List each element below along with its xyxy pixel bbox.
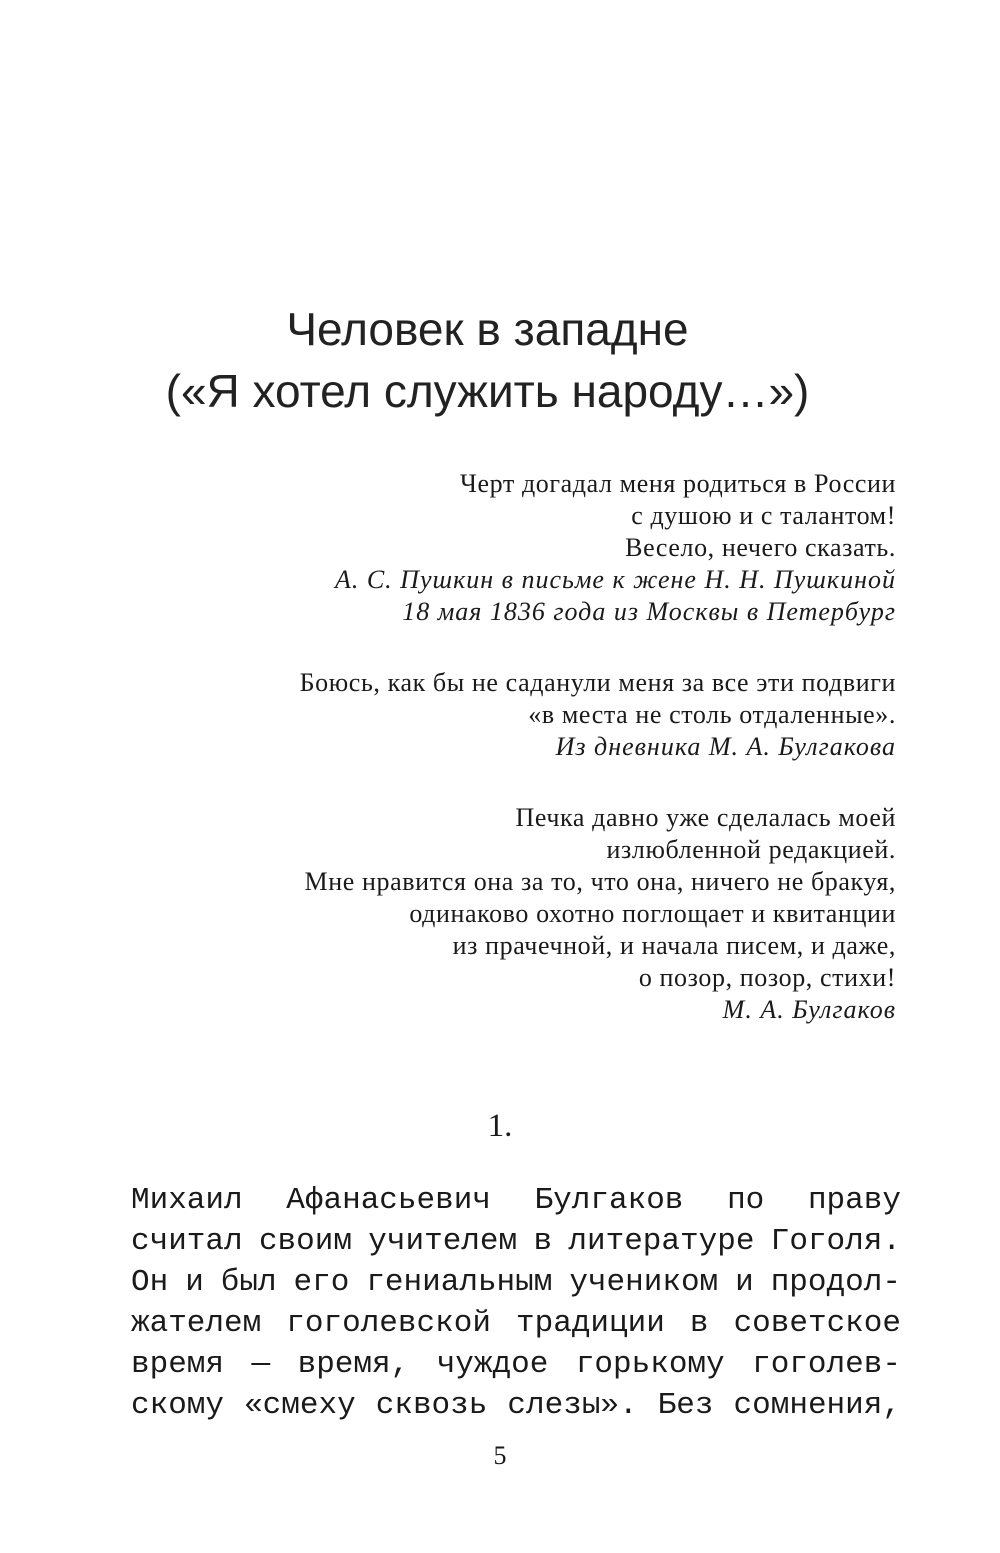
body-word: Булгаков xyxy=(534,1183,684,1218)
body-word: своим xyxy=(258,1224,352,1259)
body-word: в xyxy=(533,1224,553,1259)
body-word: Без xyxy=(657,1388,714,1423)
page-number: 5 xyxy=(493,1441,507,1470)
body-text xyxy=(131,1180,901,1426)
epigraph-attribution: А. С. Пушкин в письме к жене Н. Н. Пушкиной xyxy=(334,565,896,594)
body-word: был xyxy=(220,1265,277,1300)
body-word: Михаил xyxy=(131,1183,243,1218)
epigraph-line: о позор, позор, стихи! xyxy=(638,963,896,992)
epigraph-line: «в места не столь отдаленные». xyxy=(528,700,896,729)
body-word: скому xyxy=(131,1388,225,1423)
body-word: в xyxy=(689,1306,709,1341)
body-word: учителем xyxy=(368,1224,518,1259)
body-word: время xyxy=(131,1347,225,1382)
epigraphs xyxy=(116,468,896,1065)
body-word: гоголев- xyxy=(752,1347,901,1382)
body-word: — xyxy=(251,1347,271,1382)
body-word: слезы». xyxy=(507,1388,638,1423)
body-word: продол- xyxy=(770,1265,901,1300)
epigraph-line: с душою и с талантом! xyxy=(631,501,896,530)
body-word: жателем xyxy=(131,1306,262,1341)
body-word: традиции xyxy=(516,1306,665,1341)
body-word: считал xyxy=(131,1224,243,1259)
epigraph-attribution: М. А. Булгаков xyxy=(722,995,896,1024)
epigraph-attribution: Из дневника М. А. Булгакова xyxy=(555,732,896,761)
epigraph-line: Черт догадал меня родиться в России xyxy=(460,469,896,498)
title-subtitle: («Я хотел служить народу…») xyxy=(165,365,810,417)
epigraph-line: излюбленной редакцией. xyxy=(606,835,896,864)
body-word: «смеху xyxy=(244,1388,356,1423)
epigraph-line: одинаково охотно поглощает и квитанции xyxy=(409,899,896,928)
epigraph-diary xyxy=(116,667,896,763)
epigraph-pushkin xyxy=(116,468,896,628)
body-line xyxy=(131,1262,901,1303)
body-word: учеником xyxy=(569,1265,719,1300)
body-word: праву xyxy=(807,1183,901,1218)
body-word: литературе xyxy=(568,1224,755,1259)
body-word: и xyxy=(735,1265,754,1300)
body-word: и xyxy=(185,1265,204,1300)
body-word: гениальным xyxy=(366,1265,553,1300)
body-line xyxy=(131,1221,901,1262)
body-word: чуждое xyxy=(436,1347,549,1382)
body-word: Он xyxy=(131,1265,169,1300)
epigraph-attribution: 18 мая 1836 года из Москвы в Петербург xyxy=(402,597,896,626)
body-word: Гоголя. xyxy=(770,1224,901,1259)
body-word: Афанасьевич xyxy=(286,1183,491,1218)
body-word: советское xyxy=(733,1306,901,1341)
chapter-number: 1. xyxy=(487,1108,513,1144)
epigraph-bulgakov xyxy=(116,802,896,1026)
epigraph-line: Боюсь, как бы не саданули меня за все эти подвиги xyxy=(299,668,896,697)
title-main: Человек в западне xyxy=(286,303,689,355)
body-word: горькому xyxy=(575,1347,725,1382)
chapter-title xyxy=(0,298,975,422)
epigraph-line: Весело, нечего сказать. xyxy=(625,533,896,562)
body-word: время, xyxy=(297,1347,410,1382)
body-line xyxy=(131,1303,901,1344)
epigraph-line: из прачечной, и начала писем, и даже, xyxy=(452,931,896,960)
body-line xyxy=(131,1180,901,1221)
body-word: гоголевской xyxy=(286,1306,491,1341)
body-line xyxy=(131,1344,901,1385)
body-word: его xyxy=(293,1265,350,1300)
body-word: сквозь xyxy=(375,1388,488,1423)
body-line xyxy=(131,1385,901,1426)
epigraph-line: Печка давно уже сделалась моей xyxy=(515,803,896,832)
epigraph-line: Мне нравится она за то, что она, ничего не бракуя, xyxy=(304,867,896,896)
body-word: сомнения, xyxy=(733,1388,901,1423)
body-word: по xyxy=(727,1183,765,1218)
